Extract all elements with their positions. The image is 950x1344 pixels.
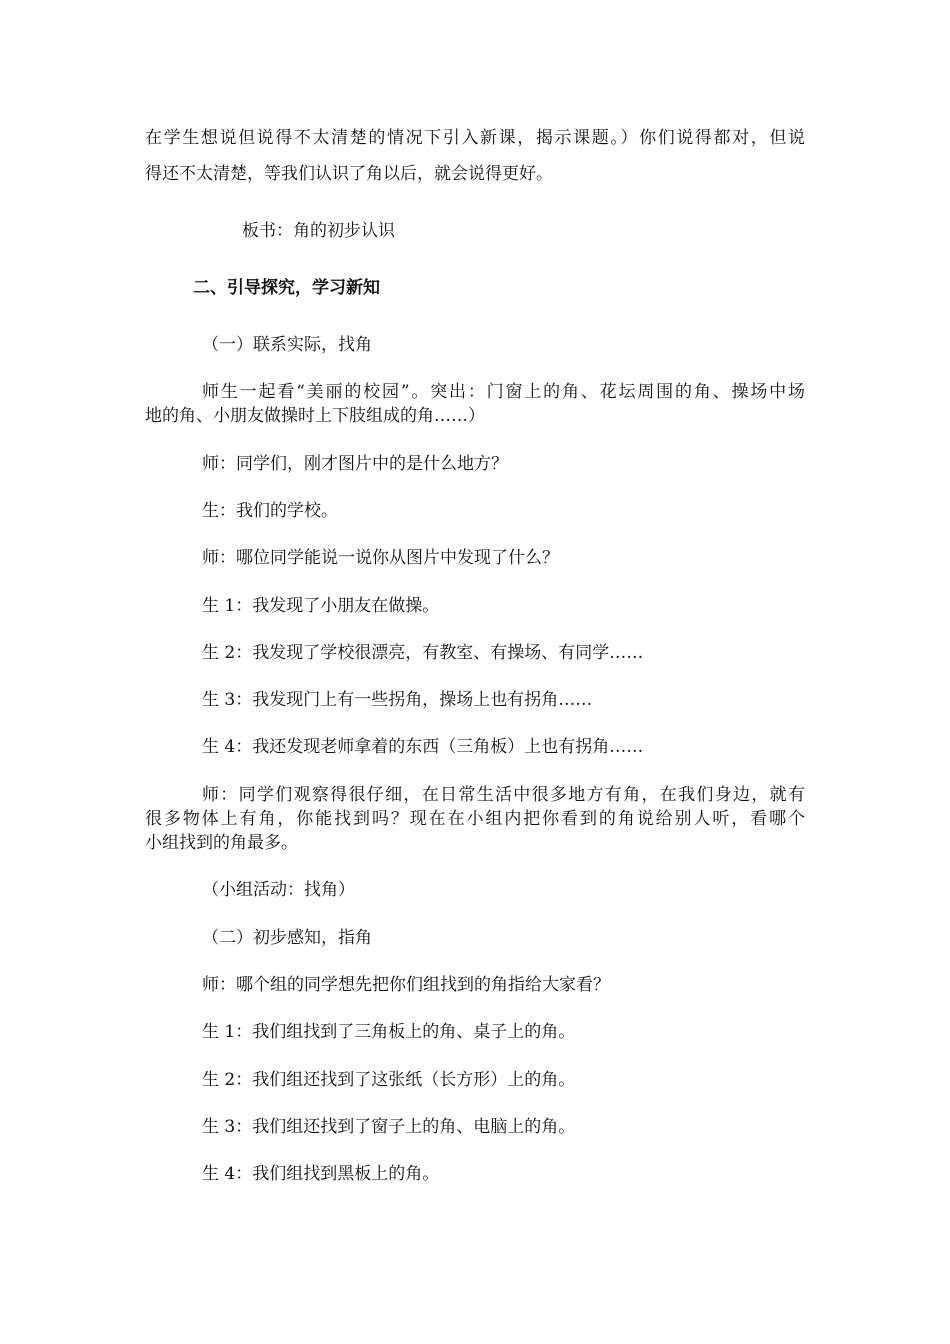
dialogue-line-3: 师：哪位同学能说一说你从图片中发现了什么？ — [202, 548, 559, 568]
activity-note: （小组活动：找角） — [202, 880, 355, 900]
paragraph-intro-line-2: 得还不太清楚，等我们认识了角以后，就会说得更好。 — [145, 164, 553, 184]
paragraph-intro-line-1: 在学生想说但说得不太清楚的情况下引入新课，揭示课题。）你们说得都对，但说 — [145, 128, 805, 148]
paragraph-teacher-line-1: 师：同学们观察得很仔细，在日常生活中很多地方有角，在我们身边，就有 — [202, 785, 805, 805]
dialogue-line-11: 生 3：我们组还找到了窗子上的角、电脑上的角。 — [202, 1117, 576, 1137]
dialogue-line-12: 生 4：我们组找到黑板上的角。 — [202, 1164, 440, 1184]
paragraph-teacher-line-2: 很多物体上有角，你能找到吗？现在在小组内把你看到的角说给别人听，看哪个 — [145, 809, 805, 829]
dialogue-line-7: 生 4：我还发现老师拿着的东西（三角板）上也有拐角…… — [202, 737, 644, 757]
dialogue-line-1: 师：同学们，刚才图片中的是什么地方？ — [202, 454, 508, 474]
section-heading: 二、引导探究，学习新知 — [193, 278, 380, 298]
subheading-point-angles: （二）初步感知，指角 — [202, 928, 372, 948]
dialogue-line-5: 生 2：我发现了学校很漂亮，有教室、有操场、有同学…… — [202, 643, 644, 663]
dialogue-line-2: 生：我们的学校。 — [202, 501, 338, 521]
dialogue-line-8: 师：哪个组的同学想先把你们组找到的角指给大家看？ — [202, 975, 610, 995]
dialogue-line-9: 生 1：我们组找到了三角板上的角、桌子上的角。 — [202, 1022, 576, 1042]
paragraph-campus-line-1: 师生一起看“美丽的校园”。突出：门窗上的角、花坛周围的角、操场中场 — [202, 382, 805, 402]
paragraph-teacher-line-3: 小组找到的角最多。 — [145, 833, 298, 853]
dialogue-line-10: 生 2：我们组还找到了这张纸（长方形）上的角。 — [202, 1070, 576, 1090]
dialogue-line-4: 生 1：我发现了小朋友在做操。 — [202, 596, 440, 616]
subheading-find-angles: （一）联系实际，找角 — [202, 335, 372, 355]
board-note: 板书：角的初步认识 — [242, 221, 395, 241]
paragraph-campus-line-2: 地的角、小朋友做操时上下肢组成的角……） — [145, 406, 485, 426]
dialogue-line-6: 生 3：我发现门上有一些拐角，操场上也有拐角…… — [202, 690, 593, 710]
